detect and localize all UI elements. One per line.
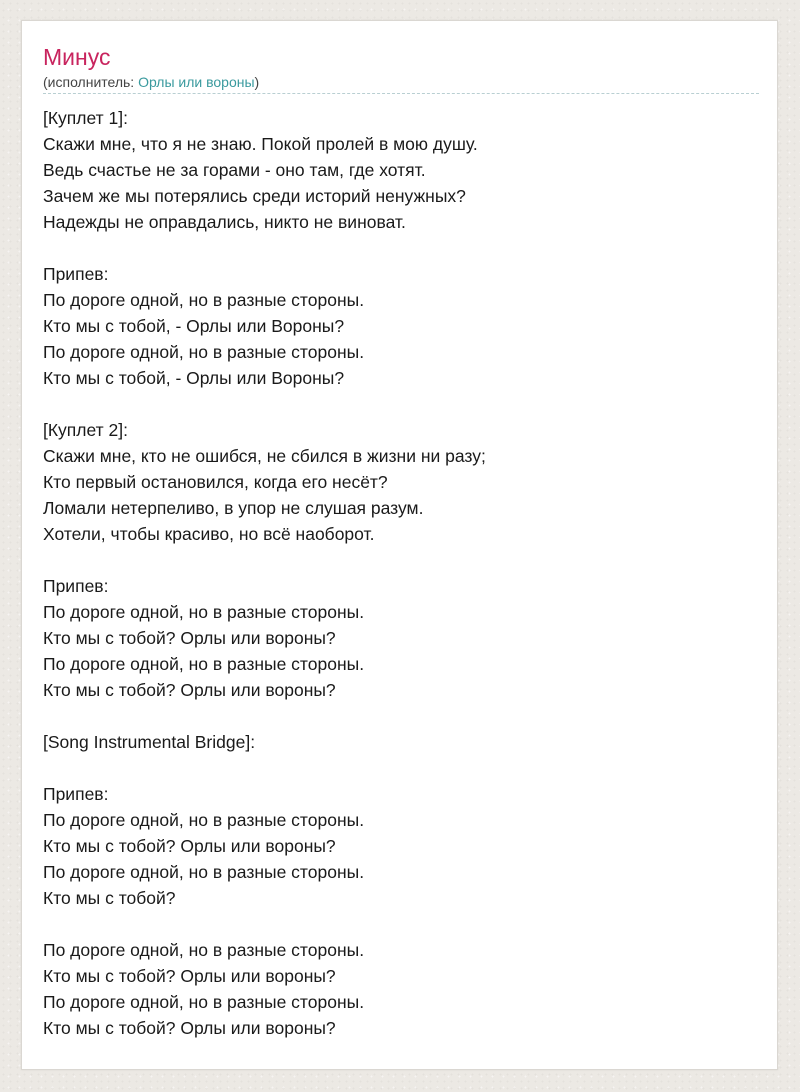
artist-link[interactable]: Орлы или вороны [138,74,255,90]
lyric-line: Кто первый остановился, когда его несёт? [43,472,388,492]
lyric-line: Ведь счастье не за горами - оно там, где хотят. [43,160,426,180]
lyric-line: По дороге одной, но в разные стороны. [43,940,365,960]
lyric-blank-line [43,755,486,781]
lyrics-card [21,20,778,1070]
lyric-line: Припев: [43,576,109,596]
lyric-line: Кто мы с тобой? [43,888,176,908]
lyric-blank-line [43,547,486,573]
lyric-line: По дороге одной, но в разные стороны. [43,654,365,674]
lyric-line: Кто мы с тобой? Орлы или вороны? [43,836,336,856]
lyric-line: Припев: [43,264,109,284]
lyric-line: [Song Instrumental Bridge]: [43,732,256,752]
lyric-line: [Куплет 2]: [43,420,128,440]
lyric-line: По дороге одной, но в разные стороны. [43,862,365,882]
lyric-blank-line [43,703,486,729]
lyrics-text [43,105,486,1041]
lyric-line: Кто мы с тобой, - Орлы или Вороны? [43,316,345,336]
lyric-line: По дороге одной, но в разные стороны. [43,810,365,830]
artist-suffix: ) [254,74,260,90]
lyric-line: Зачем же мы потерялись среди историй ненужных? [43,186,466,206]
lyric-line: Кто мы с тобой? Орлы или вороны? [43,966,336,986]
song-title: Минус [43,44,111,70]
lyric-line: По дороге одной, но в разные стороны. [43,602,365,622]
lyric-blank-line [43,391,486,417]
title-divider [43,93,759,94]
lyric-line: Скажи мне, что я не знаю. Покой пролей в мою душу. [43,134,478,154]
artist-prefix: (исполнитель: [43,74,139,90]
lyric-line: Ломали нетерпеливо, в упор не слушая разум. [43,498,424,518]
lyric-line: Хотели, чтобы красиво, но всё наоборот. [43,524,375,544]
lyric-line: Кто мы с тобой? Орлы или вороны? [43,1018,336,1038]
lyric-blank-line [43,235,486,261]
artist-line [43,73,259,91]
lyric-line: Кто мы с тобой? Орлы или вороны? [43,680,336,700]
lyric-line: Кто мы с тобой? Орлы или вороны? [43,628,336,648]
lyric-line: [Куплет 1]: [43,108,128,128]
lyric-line: По дороге одной, но в разные стороны. [43,992,365,1012]
lyric-line: По дороге одной, но в разные стороны. [43,342,365,362]
lyric-line: Надежды не оправдались, никто не виноват. [43,212,406,232]
lyric-blank-line [43,911,486,937]
lyric-line: Скажи мне, кто не ошибся, не сбился в жизни ни разу; [43,446,486,466]
lyric-line: По дороге одной, но в разные стороны. [43,290,365,310]
lyric-line: Припев: [43,784,109,804]
lyric-line: Кто мы с тобой, - Орлы или Вороны? [43,368,345,388]
